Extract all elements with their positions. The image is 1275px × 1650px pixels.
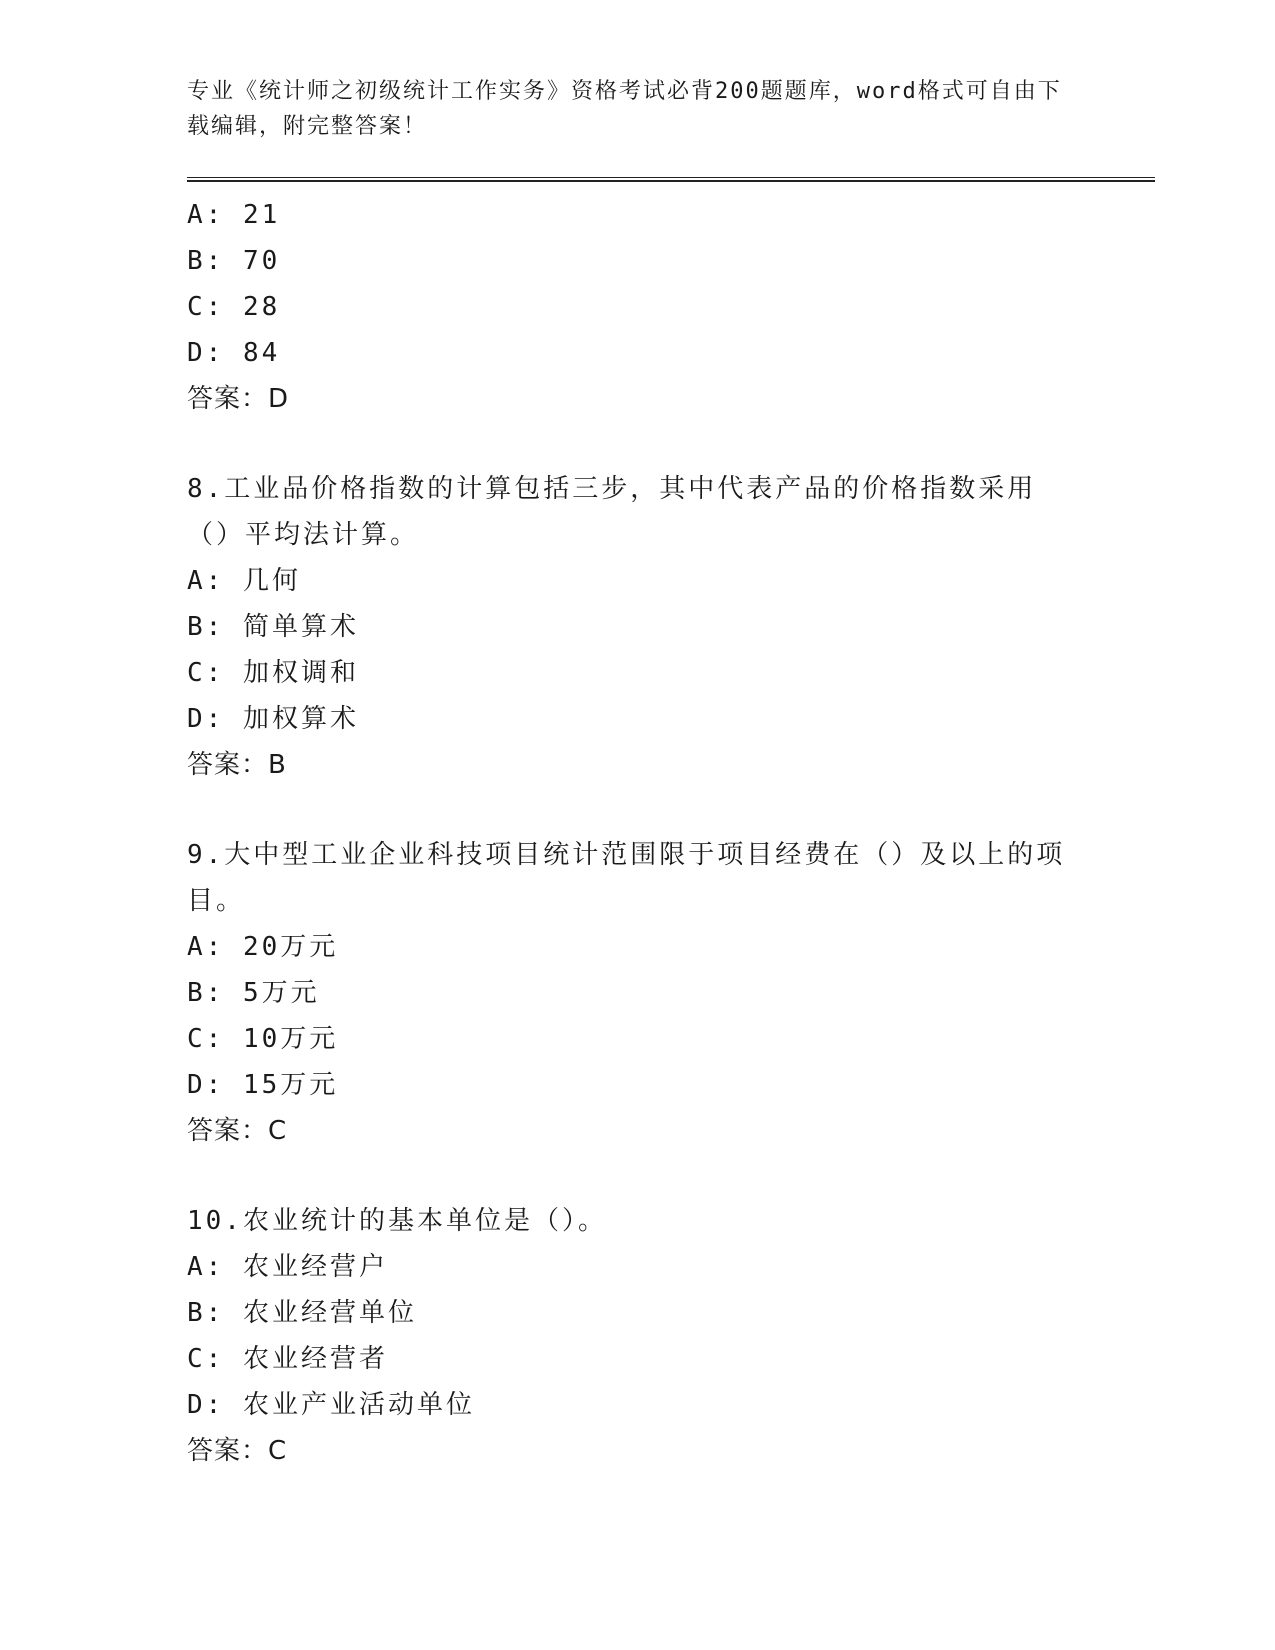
header-title: 专业《统计师之初级统计工作实务》资格考试必背200题题库，word格式可自由下载编辑，附完整答案！ [187, 79, 1062, 139]
answer-line: 答案：C [187, 1436, 288, 1466]
option-b: B: 简单算术 [187, 612, 359, 642]
option-c: C: 10万元 [187, 1024, 339, 1054]
option-a: A: 农业经营户 [187, 1252, 388, 1282]
question-list [187, 192, 1067, 1474]
option-d: D: 15万元 [187, 1070, 339, 1100]
header-divider [187, 177, 1155, 182]
option-c: C: 农业经营者 [187, 1344, 388, 1374]
option-d: D: 加权算术 [187, 704, 359, 734]
question-block-9 [187, 832, 1067, 1154]
question-block-7 [187, 192, 1067, 422]
answer-line: 答案：D [187, 384, 290, 414]
document-header [187, 74, 1067, 144]
option-d: D: 84 [187, 338, 281, 368]
option-c: C: 28 [187, 292, 281, 322]
question-text: 10.农业统计的基本单位是（）。 [187, 1206, 607, 1236]
option-a: A: 20万元 [187, 932, 339, 962]
option-c: C: 加权调和 [187, 658, 359, 688]
answer-line: 答案：C [187, 1116, 288, 1146]
question-block-10 [187, 1198, 1067, 1474]
option-a: A: 21 [187, 200, 281, 230]
option-a: A: 几何 [187, 566, 301, 596]
question-text: 8.工业品价格指数的计算包括三步，其中代表产品的价格指数采用（）平均法计算。 [187, 474, 1037, 550]
answer-line: 答案：B [187, 750, 287, 780]
question-block-8 [187, 466, 1067, 788]
option-b: B: 70 [187, 246, 281, 276]
option-b: B: 农业经营单位 [187, 1298, 417, 1328]
option-d: D: 农业产业活动单位 [187, 1390, 475, 1420]
option-b: B: 5万元 [187, 978, 320, 1008]
question-text: 9.大中型工业企业科技项目统计范围限于项目经费在（）及以上的项目。 [187, 840, 1066, 916]
